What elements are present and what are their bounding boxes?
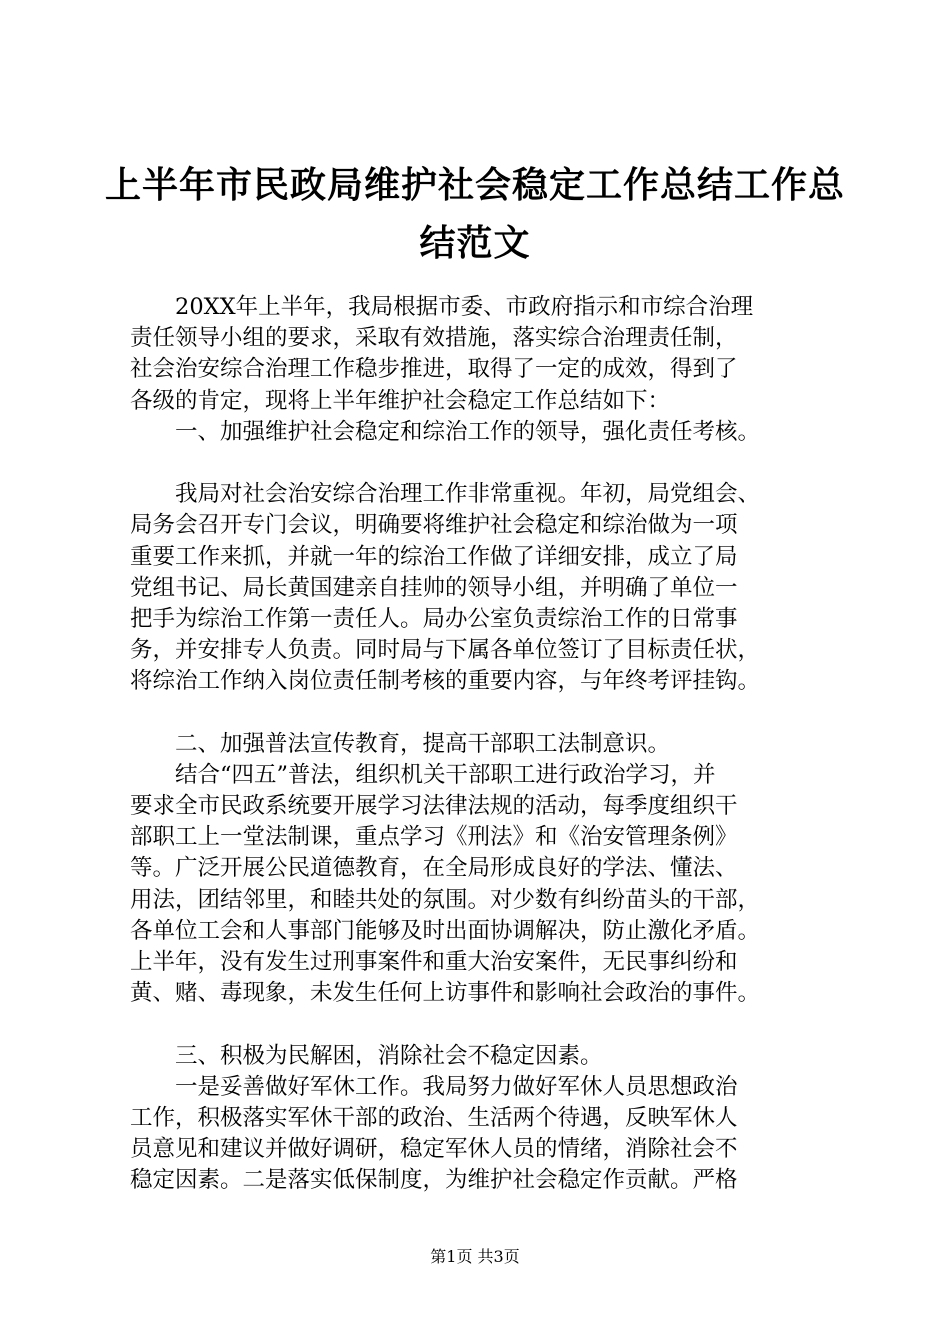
body-line: 社会治安综合治理工作稳步推进，取得了一定的成效，得到了: [130, 356, 738, 383]
body-line: 上半年，没有发生过刑事案件和重大治安案件，无民事纠纷和: [130, 948, 738, 975]
body-line: 三、积极为民解困，消除社会不稳定因素。: [130, 1042, 603, 1069]
page-footer: 第1页 共3页: [430, 1247, 520, 1266]
body-line: 二、加强普法宣传教育，提高干部职工法制意识。: [130, 730, 671, 757]
body-line: 局务会召开专门会议，明确要将维护社会稳定和综治做为一项: [130, 512, 738, 539]
body-line: 我局对社会治安综合治理工作非常重视。年初，局党组会、: [130, 481, 761, 508]
body-line: 稳定因素。二是落实低保制度，为维护社会稳定作贡献。严格: [130, 1167, 738, 1194]
body-line: 一、加强维护社会稳定和综治工作的领导，强化责任考核。: [130, 418, 761, 445]
blank-line: [130, 697, 850, 728]
blank-line: [130, 1009, 850, 1040]
body-line: 部职工上一堂法制课，重点学习《刑法》和《治安管理条例》: [130, 824, 738, 851]
body-line: 责任领导小组的要求，采取有效措施，落实综合治理责任制，: [130, 325, 738, 352]
document-title-line-1: 上半年市民政局维护社会稳定工作总结工作总: [104, 164, 845, 206]
document-body: [130, 292, 850, 1196]
body-line: 要求全市民政系统要开展学习法律法规的活动，每季度组织干: [130, 793, 738, 819]
body-line: 各单位工会和人事部门能够及时出面协调解决，防止激化矛盾。: [130, 917, 761, 944]
body-line: 把手为综治工作第一责任人。局办公室负责综治工作的日常事: [130, 605, 738, 632]
body-line: 工作，积极落实军休干部的政治、生活两个待遇，反映军休人: [130, 1104, 738, 1131]
blank-line: [130, 448, 850, 479]
document-title-line-2: 结范文: [419, 222, 531, 264]
body-line: 等。广泛开展公民道德教育，在全局形成良好的学法、懂法、: [130, 855, 738, 882]
body-line: 员意见和建议并做好调研，稳定军休人员的情绪，消除社会不: [130, 1136, 738, 1163]
body-line: 务，并安排专人负责。同时局与下属各单位签订了目标责任状，: [130, 637, 761, 664]
body-line: 各级的肯定，现将上半年维护社会稳定工作总结如下：: [130, 387, 671, 414]
body-line: 用法，团结邻里，和睦共处的氛围。对少数有纠纷苗头的干部，: [130, 886, 761, 913]
body-line: 重要工作来抓，并就一年的综治工作做了详细安排，成立了局: [130, 543, 738, 570]
body-line: 结合“四五”普法，组织机关干部职工进行政治学习，并: [130, 761, 716, 788]
body-line: 黄、赌、毒现象，未发生任何上访事件和影响社会政治的事件。: [130, 980, 761, 1007]
body-line: 一是妥善做好军休工作。我局努力做好军休人员思想政治: [130, 1073, 738, 1100]
body-line: 党组书记、局长黄国建亲自挂帅的领导小组，并明确了单位一: [130, 574, 738, 601]
body-line: 20XX年上半年，我局根据市委、市政府指示和市综合治理: [130, 294, 754, 320]
body-line: 将综治工作纳入岗位责任制考核的重要内容，与年终考评挂钩。: [130, 668, 761, 695]
